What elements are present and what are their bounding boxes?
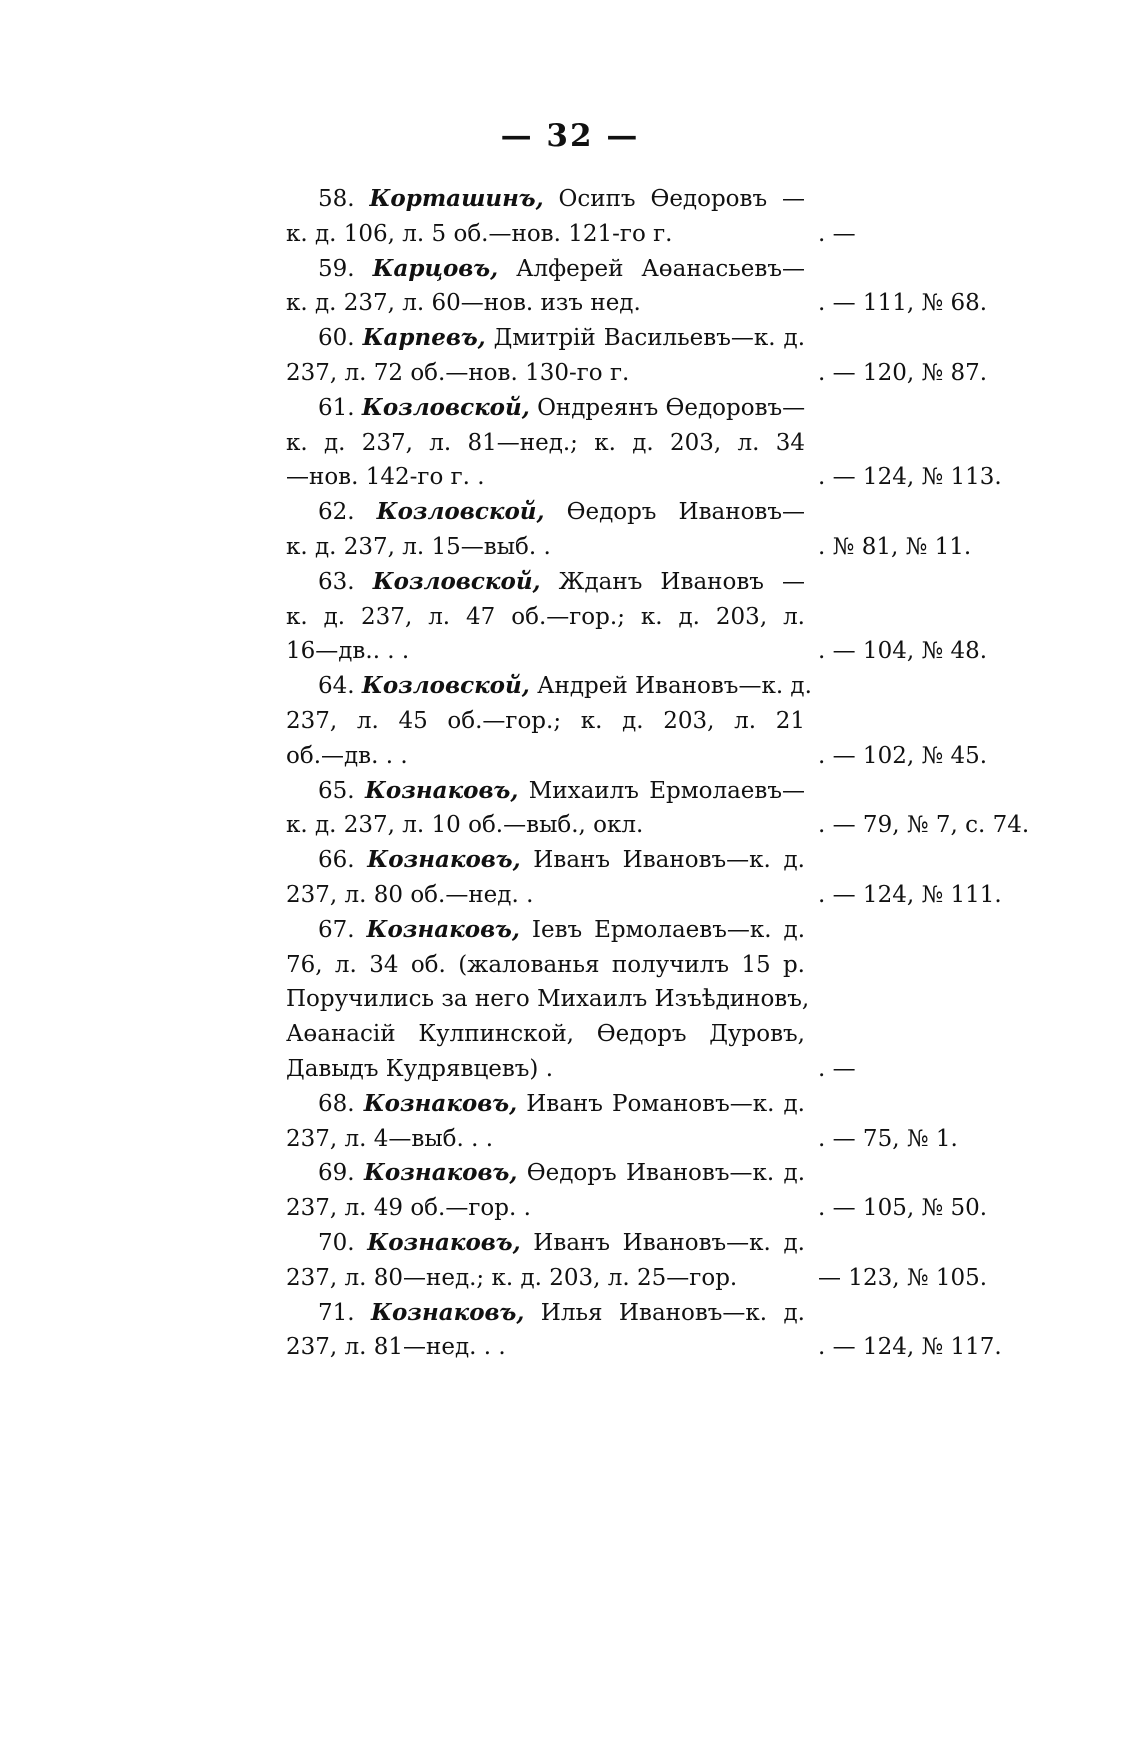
entry-number: 71. xyxy=(318,1299,372,1326)
entry-number: 61. xyxy=(318,394,362,421)
entry-reference: . — 124, № 113. xyxy=(818,464,1002,491)
entry-heading xyxy=(318,1296,805,1331)
entry-heading xyxy=(318,252,805,287)
entry-line-text: к. д. 237, л. 81—нед.; к. д. 203, л. 34 xyxy=(286,429,805,456)
entry-heading xyxy=(318,321,805,356)
entry-line-text: об.—дв. . . xyxy=(286,742,408,769)
entry-heading xyxy=(318,669,812,704)
entry-line-text: к. д. 106, л. 5 об.—нов. 121-го г. xyxy=(286,220,673,247)
entry-surname: Корташинъ, xyxy=(369,185,544,212)
entry-surname: Козловской, xyxy=(361,393,530,421)
entry-number: 69. xyxy=(318,1160,364,1187)
entry-line-text: 76, л. 34 об. (жалованья получилъ 15 р. xyxy=(286,951,805,978)
entry-surname: Кознаковъ, xyxy=(367,1228,521,1256)
entry-number: 59. xyxy=(318,255,373,282)
entry-surname: Козловской, xyxy=(372,567,541,595)
entry-heading xyxy=(318,565,805,600)
entry-surname: Кознаковъ, xyxy=(363,1159,518,1187)
entry-number: 66. xyxy=(318,847,368,874)
entry-surname: Кознаковъ, xyxy=(366,915,520,943)
entry-line-text: Поручились за него Михаилъ Изъѣдиновъ, xyxy=(286,986,810,1013)
entry-line-text: Давыдъ Кудрявцевъ) . xyxy=(286,1055,554,1082)
entry-given-names: Жданъ Ивановъ — xyxy=(540,568,806,595)
entry-surname: Козловской, xyxy=(361,672,530,700)
entry-reference: . — 104, № 48. xyxy=(818,638,988,665)
entry-surname: Карцовъ, xyxy=(372,254,499,282)
entry-line-text: 237, л. 4—выб. . . xyxy=(286,1125,494,1152)
entry-heading xyxy=(318,1087,805,1122)
entry-given-names: Иванъ Ивановъ—к. д. xyxy=(520,847,805,874)
entry-given-names: Иванъ Ивановъ—к. д. xyxy=(520,1229,805,1256)
entry-reference: . — 124, № 117. xyxy=(818,1334,1002,1361)
entry-given-names: Ондреянъ Өедоровъ— xyxy=(529,394,806,421)
entry-number: 67. xyxy=(318,916,367,943)
entry-given-names: Андрей Ивановъ—к. д. xyxy=(529,673,812,700)
entry-given-names: Иванъ Романовъ—к. д. xyxy=(517,1090,805,1117)
entry-number: 64. xyxy=(318,673,362,700)
entry-number: 62. xyxy=(318,499,377,526)
entry-heading xyxy=(318,913,805,948)
entry-line-text: Аөанасій Кулпинской, Өедоръ Дуровъ, xyxy=(286,1021,805,1048)
entry-number: 60. xyxy=(318,325,363,352)
entry-line-text: 237, л. 81—нед. . . xyxy=(286,1334,506,1361)
entry-number: 68. xyxy=(318,1090,364,1117)
entry-reference: . — 120, № 87. xyxy=(818,359,988,386)
entry-reference: . — 102, № 45. xyxy=(818,742,988,769)
entry-reference: . — xyxy=(818,1055,856,1082)
entry-reference: — 123, № 105. xyxy=(818,1264,988,1291)
entry-line-text: к. д. 237, л. 10 об.—выб., окл. xyxy=(286,812,644,839)
entry-heading xyxy=(318,843,805,878)
entry-reference: . — 124, № 111. xyxy=(818,881,1002,908)
entry-heading xyxy=(318,774,805,809)
entry-line-text: к. д. 237, л. 47 об.—гор.; к. д. 203, л. xyxy=(286,603,805,630)
entry-number: 58. xyxy=(318,186,370,212)
entry-heading xyxy=(318,495,805,530)
entry-line-text: 16—дв.. . . xyxy=(286,638,410,665)
entry-reference: . — 79, № 7, с. 74. xyxy=(818,812,1030,839)
entry-given-names: Дмитрій Васильевъ—к. д. xyxy=(485,325,806,352)
entry-heading xyxy=(318,1226,805,1261)
entry-reference: . — xyxy=(818,220,856,247)
entry-reference: . — 111, № 68. xyxy=(818,290,988,317)
entry-given-names: Алферей Аөанасьевъ— xyxy=(498,255,806,282)
entry-surname: Кознаковъ, xyxy=(364,776,519,804)
entry-reference: . — 75, № 1. xyxy=(818,1125,958,1152)
entry-surname: Козловской, xyxy=(376,498,545,526)
entry-given-names: Өедоръ Ивановъ—к. д. xyxy=(517,1160,806,1187)
entry-number: 65. xyxy=(318,777,365,804)
entry-number: 70. xyxy=(318,1229,368,1256)
entry-heading xyxy=(318,182,805,217)
entry-surname: Кознаковъ, xyxy=(363,1089,518,1117)
entry-given-names: Өедоръ Ивановъ— xyxy=(544,499,805,526)
entry-surname: Кознаковъ, xyxy=(367,846,521,874)
entry-heading xyxy=(318,391,805,426)
entry-given-names: Іевъ Ермолаевъ—к. д. xyxy=(519,916,806,943)
entry-line-text: 237, л. 72 об.—нов. 130-го г. xyxy=(286,359,630,386)
entry-line-text: к. д. 237, л. 60—нов. изъ нед. xyxy=(286,290,641,317)
entry-line-text: 237, л. 80—нед.; к. д. 203, л. 25—гор. xyxy=(286,1264,738,1291)
entry-reference: . — 105, № 50. xyxy=(818,1195,988,1222)
entry-surname: Карпевъ, xyxy=(362,324,486,352)
entry-line-text: 237, л. 80 об.—нед. . xyxy=(286,881,534,908)
entry-given-names: Илья Ивановъ—к. д. xyxy=(524,1299,805,1326)
entry-line-text: 237, л. 49 об.—гор. . xyxy=(286,1195,531,1222)
entry-line-text: 237, л. 45 об.—гор.; к. д. 203, л. 21 xyxy=(286,707,805,734)
entry-number: 63. xyxy=(318,568,373,595)
entry-surname: Кознаковъ, xyxy=(371,1298,525,1326)
entry-reference: . № 81, № 11. xyxy=(818,533,972,560)
entry-given-names: Осипъ Өедоровъ — xyxy=(543,186,805,212)
entry-heading xyxy=(318,1156,805,1191)
page-number: — 32 — xyxy=(500,118,640,154)
entry-line-text: к. д. 237, л. 15—выб. . xyxy=(286,533,551,560)
entry-given-names: Михаилъ Ермолаевъ— xyxy=(518,777,805,804)
entry-line-text: —нов. 142-го г. . xyxy=(286,464,485,491)
